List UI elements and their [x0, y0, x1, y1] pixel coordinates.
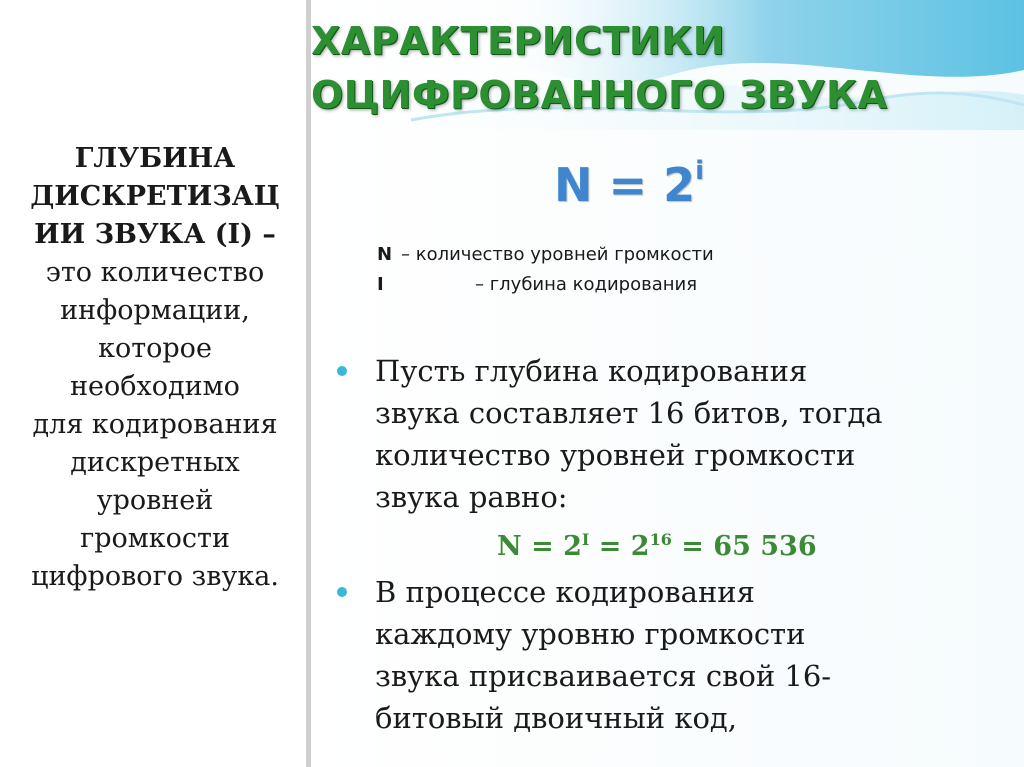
- formula-base: N = 2: [554, 158, 696, 212]
- calculation-formula: [337, 520, 1017, 567]
- definition-line: уровней: [96, 485, 214, 516]
- calc-exp-2: 16: [649, 530, 672, 549]
- bullet-line: В процессе кодирования: [375, 575, 755, 609]
- definition-line: которое: [98, 333, 212, 364]
- definition-line: для кодирования: [32, 409, 278, 440]
- bullet-dot-icon: [337, 587, 347, 597]
- formula-exponent: i: [695, 155, 704, 186]
- legend-desc-i: – глубина кодирования: [475, 274, 698, 295]
- definition-line: информации,: [60, 295, 250, 326]
- calc-exp-1: I: [581, 530, 590, 549]
- bullet-line: количество уровней громкости: [375, 438, 856, 472]
- definition-line: громкости: [80, 523, 230, 554]
- main-formula: [554, 155, 704, 212]
- bullet-line: звука равно:: [375, 480, 568, 514]
- definition-line: это количество: [45, 257, 265, 288]
- calc-result: = 65 536: [671, 531, 817, 562]
- definition-heading-line-3: ИИ ЗВУКА (I) –: [34, 219, 276, 250]
- bullet-line: звука составляет 16 битов, тогда: [375, 396, 883, 430]
- definition-line: дискретных: [70, 447, 240, 478]
- title-line-1: ХАРАКТЕРИСТИКИ: [311, 19, 726, 63]
- left-panel: [0, 0, 306, 767]
- bullet-item: [337, 350, 1017, 518]
- definition-line: необходимо: [70, 371, 240, 402]
- bullet-list: [337, 350, 1017, 739]
- legend-symbol-i: I: [377, 274, 384, 295]
- definition-heading-line-2: ДИСКРЕТИЗАЦ: [30, 181, 280, 212]
- title-line-2: ОЦИФРОВАННОГО ЗВУКА: [311, 73, 888, 117]
- definition-line: цифрового звука.: [31, 561, 279, 592]
- bullet-line: каждому уровню громкости: [375, 617, 806, 651]
- bullet-line: звука присваивается свой 16-: [375, 659, 832, 693]
- legend-desc-n: – количество уровней громкости: [401, 244, 714, 265]
- bullet-dot-icon: [337, 366, 347, 376]
- bullet-line: битовый двоичный код,: [375, 701, 738, 735]
- right-panel: [311, 0, 1024, 767]
- definition-text: [14, 140, 296, 596]
- calc-part-2: = 2: [589, 531, 650, 562]
- bullet-item: [337, 571, 1017, 739]
- legend-symbol-n: N: [377, 244, 393, 265]
- bullet-line: Пусть глубина кодирования: [375, 354, 808, 388]
- calc-part-1: N = 2: [497, 531, 582, 562]
- slide-title: [311, 14, 1024, 122]
- definition-heading-line-1: ГЛУБИНА: [74, 143, 236, 174]
